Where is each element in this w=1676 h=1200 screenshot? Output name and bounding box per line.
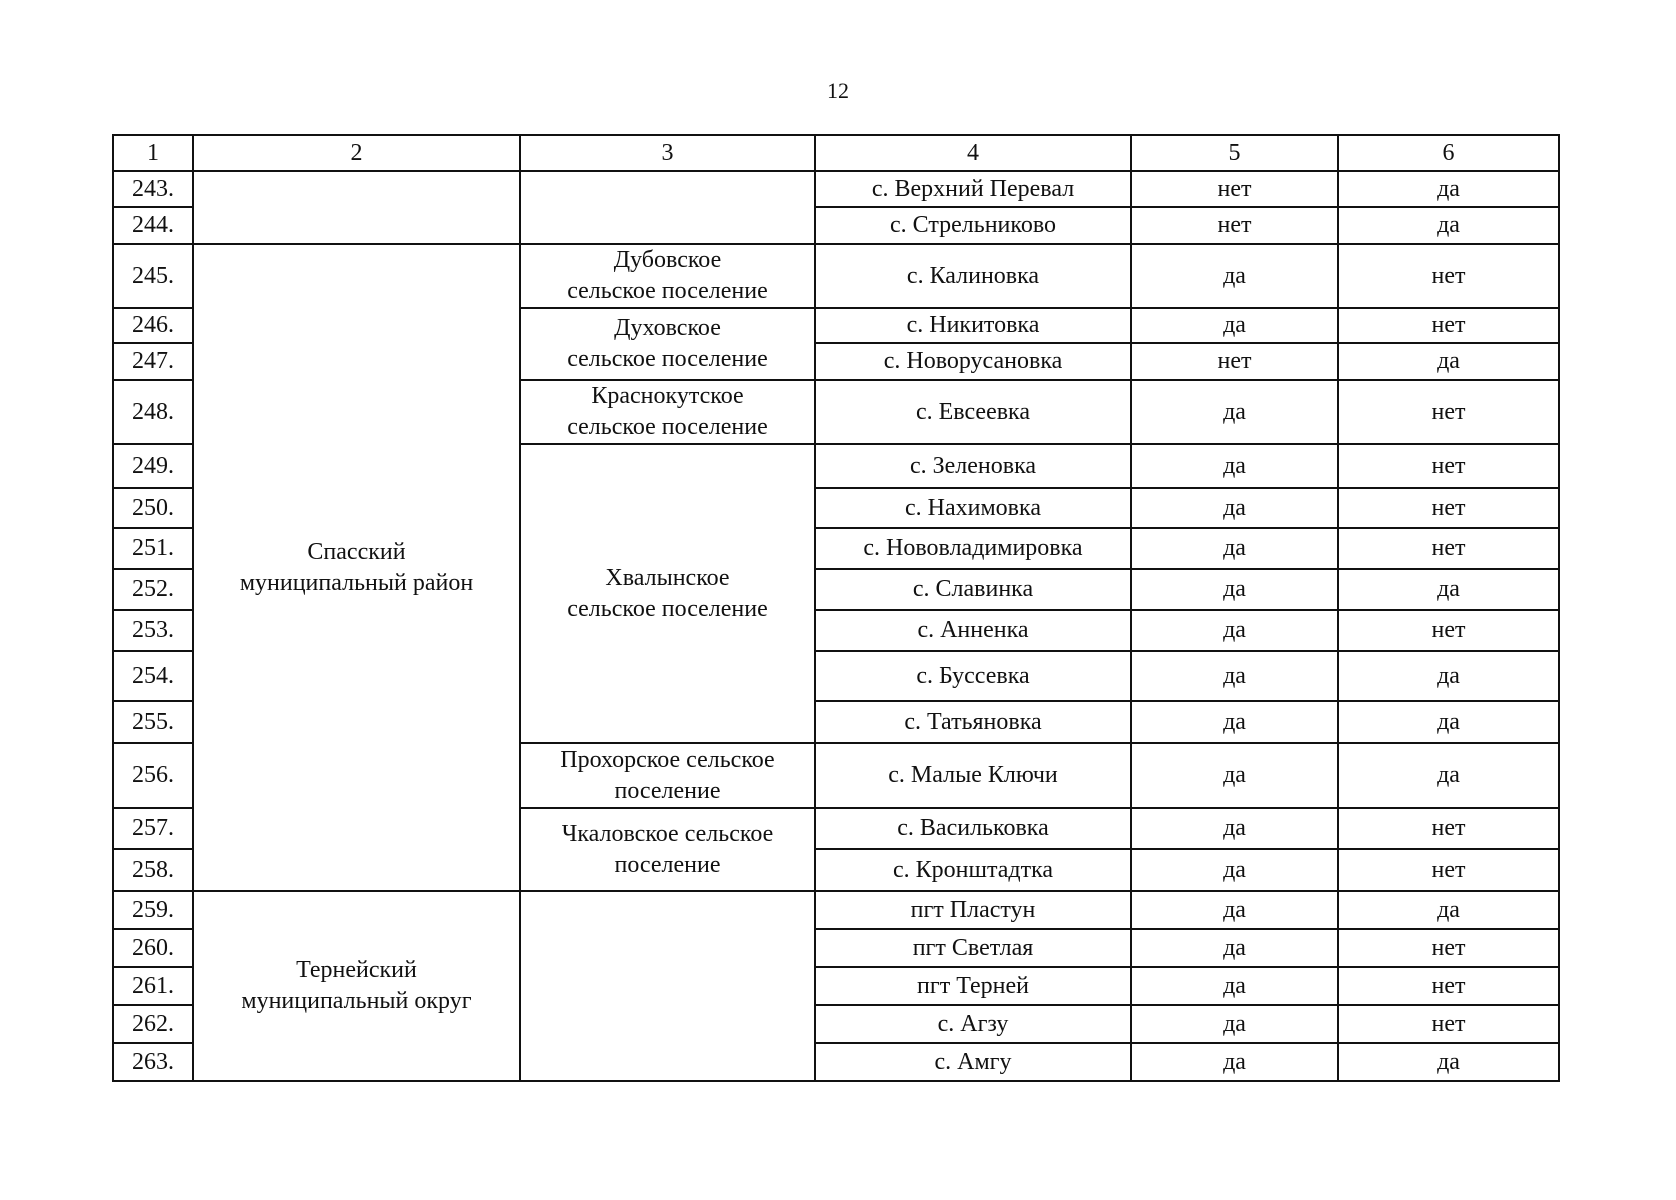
column6-cell: да: [1338, 569, 1559, 610]
column6-cell: нет: [1338, 808, 1559, 849]
row-number: 263.: [113, 1043, 193, 1081]
row-number: 257.: [113, 808, 193, 849]
locality-cell: с. Стрельниково: [815, 207, 1131, 244]
row-number: 259.: [113, 891, 193, 929]
row-number: 250.: [113, 488, 193, 528]
settlement-name-line1: Краснокутское: [591, 383, 744, 409]
column6-cell: да: [1338, 743, 1559, 808]
column6-cell: нет: [1338, 929, 1559, 967]
column5-cell: да: [1131, 569, 1338, 610]
column5-cell: да: [1131, 929, 1338, 967]
settlement-cell: [520, 444, 815, 743]
settlement-name-line2: сельское поселение: [567, 278, 768, 304]
settlement-cell: [520, 808, 815, 891]
column-header: 5: [1131, 135, 1338, 171]
district-cell: [193, 891, 520, 1081]
column6-cell: нет: [1338, 380, 1559, 444]
column5-cell: да: [1131, 849, 1338, 891]
locality-cell: с. Кронштадтка: [815, 849, 1131, 891]
district-cell-empty: [193, 171, 520, 244]
locality-cell: с. Нововладимировка: [815, 528, 1131, 569]
column5-cell: да: [1131, 488, 1338, 528]
row-number: 254.: [113, 651, 193, 701]
column5-cell: да: [1131, 1005, 1338, 1043]
column6-cell: нет: [1338, 308, 1559, 343]
column5-cell: да: [1131, 701, 1338, 743]
column6-cell: нет: [1338, 444, 1559, 488]
locality-cell: с. Никитовка: [815, 308, 1131, 343]
table-row: [113, 891, 1559, 929]
row-number: 244.: [113, 207, 193, 244]
locality-cell: пгт Пластун: [815, 891, 1131, 929]
settlement-name-line2: сельское поселение: [567, 595, 768, 622]
column5-cell: нет: [1131, 171, 1338, 207]
column6-cell: нет: [1338, 849, 1559, 891]
locality-cell: с. Верхний Перевал: [815, 171, 1131, 207]
row-number: 248.: [113, 380, 193, 444]
row-number: 255.: [113, 701, 193, 743]
settlement-name-line2: сельское поселение: [567, 414, 768, 440]
column6-cell: нет: [1338, 488, 1559, 528]
district-name-line2: муниципальный округ: [241, 988, 472, 1014]
column5-cell: да: [1131, 610, 1338, 651]
row-number: 245.: [113, 244, 193, 308]
locality-cell: с. Зеленовка: [815, 444, 1131, 488]
row-number: 262.: [113, 1005, 193, 1043]
row-number: 246.: [113, 308, 193, 343]
table-row: [113, 244, 1559, 308]
column6-cell: нет: [1338, 967, 1559, 1005]
row-number: 253.: [113, 610, 193, 651]
settlement-name-line1: Дубовское: [613, 247, 722, 273]
row-number: 251.: [113, 528, 193, 569]
column-header: 6: [1338, 135, 1559, 171]
locality-cell: с. Нахимовка: [815, 488, 1131, 528]
locality-cell: с. Новорусановка: [815, 343, 1131, 380]
settlement-name-line2: сельское поселение: [567, 346, 768, 372]
row-number: 249.: [113, 444, 193, 488]
locality-cell: пгт Терней: [815, 967, 1131, 1005]
row-number: 247.: [113, 343, 193, 380]
column5-cell: да: [1131, 891, 1338, 929]
settlement-name-line2: поселение: [614, 777, 721, 804]
locality-cell: с. Малые Ключи: [815, 743, 1131, 808]
column5-cell: нет: [1131, 207, 1338, 244]
row-number: 252.: [113, 569, 193, 610]
settlement-cell: [520, 743, 815, 808]
settlement-cell-empty: [520, 891, 815, 1081]
locality-cell: с. Буссевка: [815, 651, 1131, 701]
column6-cell: да: [1338, 207, 1559, 244]
settlements-table: [112, 134, 1560, 1082]
page-number: 12: [827, 78, 849, 103]
column6-cell: нет: [1338, 1005, 1559, 1043]
locality-cell: с. Славинка: [815, 569, 1131, 610]
column5-cell: да: [1131, 308, 1338, 343]
district-name-line2: муниципальный район: [239, 569, 474, 596]
column-header: 3: [520, 135, 815, 171]
district-name-line1: Тернейский: [296, 957, 417, 983]
locality-cell: с. Анненка: [815, 610, 1131, 651]
column6-cell: нет: [1338, 610, 1559, 651]
settlement-name-line1: Чкаловское сельское: [561, 820, 774, 847]
column5-cell: да: [1131, 743, 1338, 808]
column6-cell: да: [1338, 651, 1559, 701]
district-cell: [193, 244, 520, 891]
settlement-cell-empty: [520, 171, 815, 244]
locality-cell: с. Васильковка: [815, 808, 1131, 849]
column5-cell: нет: [1131, 343, 1338, 380]
settlement-name-line1: Духовское: [614, 315, 721, 341]
row-number: 256.: [113, 743, 193, 808]
row-number: 260.: [113, 929, 193, 967]
table-row: [113, 171, 1559, 207]
column5-cell: да: [1131, 651, 1338, 701]
settlement-name-line2: поселение: [614, 851, 721, 878]
column6-cell: нет: [1338, 244, 1559, 308]
column5-cell: да: [1131, 808, 1338, 849]
locality-cell: с. Агзу: [815, 1005, 1131, 1043]
table-header-row: [113, 135, 1559, 171]
column5-cell: да: [1131, 967, 1338, 1005]
locality-cell: с. Евсеевка: [815, 380, 1131, 444]
settlement-cell: [520, 308, 815, 380]
column6-cell: да: [1338, 701, 1559, 743]
locality-cell: с. Амгу: [815, 1043, 1131, 1081]
settlement-name-line1: Хвалынское: [605, 564, 730, 591]
column5-cell: да: [1131, 528, 1338, 569]
locality-cell: с. Калиновка: [815, 244, 1131, 308]
row-number: 243.: [113, 171, 193, 207]
row-number: 258.: [113, 849, 193, 891]
settlement-name-line1: Прохорское сельское: [560, 746, 775, 773]
column5-cell: да: [1131, 244, 1338, 308]
column6-cell: да: [1338, 171, 1559, 207]
district-name-line1: Спасский: [307, 538, 406, 565]
column6-cell: нет: [1338, 528, 1559, 569]
settlement-cell: [520, 244, 815, 308]
column6-cell: да: [1338, 891, 1559, 929]
column5-cell: да: [1131, 444, 1338, 488]
column6-cell: да: [1338, 343, 1559, 380]
column-header: 4: [815, 135, 1131, 171]
column6-cell: да: [1338, 1043, 1559, 1081]
locality-cell: с. Татьяновка: [815, 701, 1131, 743]
column-header: 2: [193, 135, 520, 171]
column-header: 1: [113, 135, 193, 171]
column5-cell: да: [1131, 380, 1338, 444]
row-number: 261.: [113, 967, 193, 1005]
column5-cell: да: [1131, 1043, 1338, 1081]
locality-cell: пгт Светлая: [815, 929, 1131, 967]
settlement-cell: [520, 380, 815, 444]
